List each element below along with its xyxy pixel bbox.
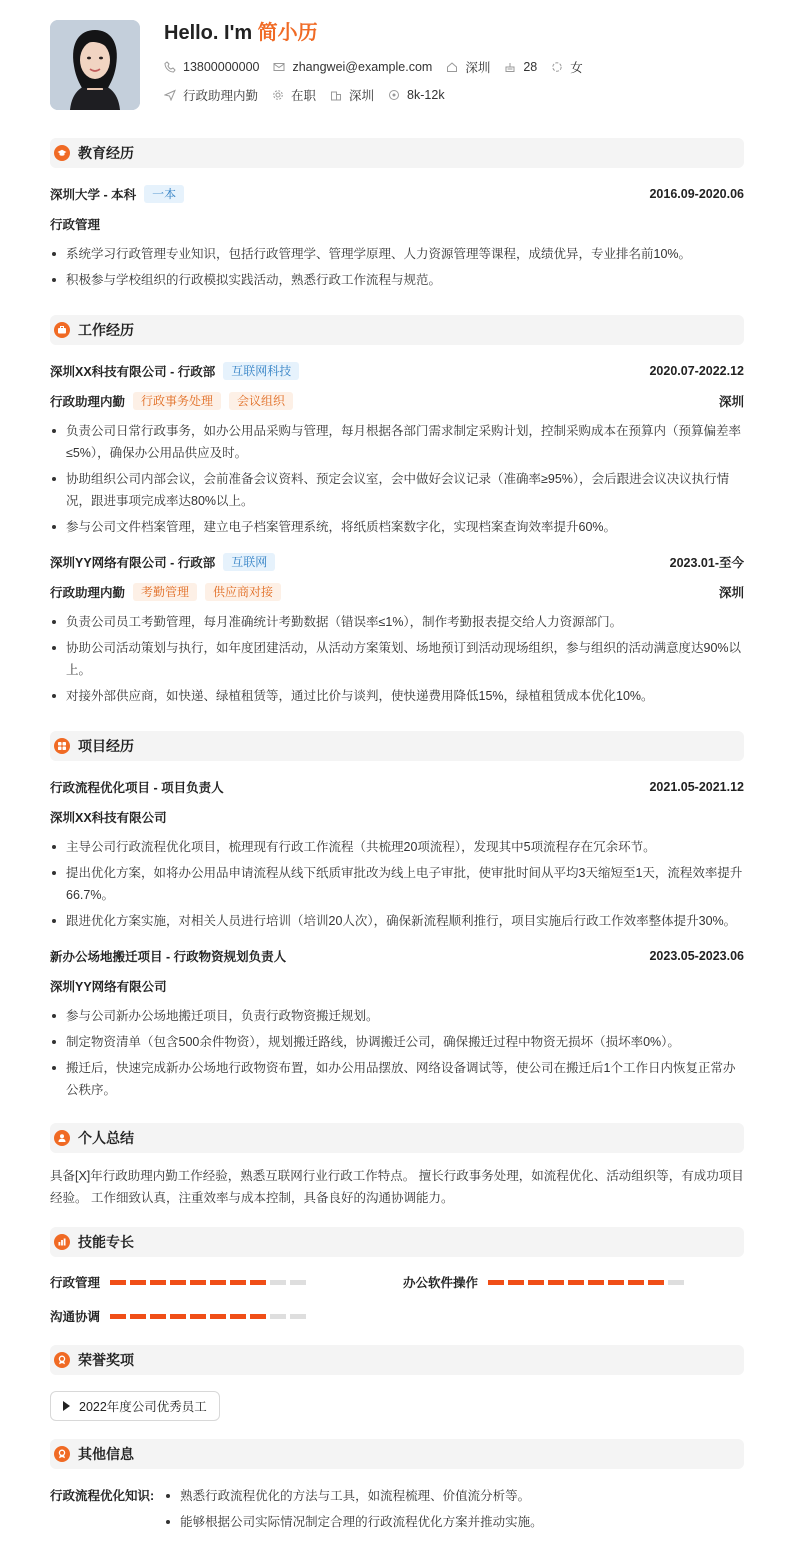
skill-segment-empty [270,1280,286,1285]
work-section-header [50,315,744,345]
projects-section-header [50,731,744,761]
job-1-location: 深圳 [718,395,744,409]
job-1-date: 2020.07-2022.12 [649,364,744,378]
award-icon [54,1446,70,1462]
resume-header [50,20,744,110]
list-item: 主导公司行政流程优化项目，梳理现有行政工作流程（共梳理20项流程），发现其中5项流程存在冗余环节。 [50,836,744,858]
skill-segment-filled [230,1314,246,1319]
age-item [504,60,537,74]
work-title: 工作经历 [78,322,134,338]
skill-segment-filled [110,1280,126,1285]
gender-text: 女 [570,61,583,75]
list-item: 搬迁后，快速完成新办公场地行政物资布置，如办公用品摆放、网络设备调试等，使公司在搬迁后1个工作日内恢复正常办公秩序。 [50,1057,744,1101]
major: 行政管理 [50,218,101,232]
award-item [50,1391,220,1421]
target-city-text: 深圳 [349,89,375,103]
list-item: 负责公司日常行政事务，如办公用品采购与管理，每月根据各部门需求制定采购计划，控制采购成本在预算内（预算偏差率≤5%），确保办公用品供应及时。 [50,420,744,464]
project-2-company-row [50,976,744,996]
job-2-tag-1: 考勤管理 [133,583,197,601]
target-city-item [330,86,374,104]
skill-segment-filled [568,1280,584,1285]
job-1-role-row [50,391,744,411]
graduation-cap-icon [54,145,70,161]
skill-segment-filled [488,1280,504,1285]
play-icon [63,1401,70,1411]
skill-segment-filled [190,1314,206,1319]
skill-segment-filled [528,1280,544,1285]
skill-segment-filled [170,1314,186,1319]
skill-segment-filled [170,1280,186,1285]
education-date: 2016.09-2020.06 [649,187,744,201]
skill-bar [488,1280,688,1285]
job-2-row [50,552,744,572]
status-item [272,86,316,104]
job-1-role: 行政助理内勤 [50,395,126,409]
skill-item [50,1307,310,1325]
list-item: 参与公司文件档案管理，建立电子档案管理系统，将纸质档案数字化，实现档案查询效率提升60%。 [50,516,744,538]
project-1-name: 行政流程优化项目 - 项目负责人 [50,781,224,795]
list-item: 系统学习行政管理专业知识，包括行政管理学、管理学原理、人力资源管理等课程，成绩优异，专业排名前10%。 [50,243,744,265]
status-text: 在职 [291,89,317,103]
other-bullets [164,1483,543,1535]
briefcase-icon [54,322,70,338]
summary-text: 具备[X]年行政助理内勤工作经验，熟悉互联网行业行政工作特点。 擅长行政事务处理，如流程优化、活动组织等，有成功项目经验。 工作细致认真，注重效率与成本控制，具备良好的沟通协调能力。 [50,1169,744,1205]
age-text: 28 [523,60,538,74]
list-item: 跟进优化方案实施，对相关人员进行培训（培训20人次），确保新流程顺利推行，项目实施后行政工作效率整体提升30%。 [50,910,744,932]
skill-segment-filled [130,1280,146,1285]
user-icon [54,1130,70,1146]
project-2-row [50,946,744,966]
contact-row [164,58,597,76]
skill-name: 办公软件操作 [403,1276,479,1290]
other-label: 行政流程优化知识: [50,1489,155,1503]
skill-segment-empty [290,1314,306,1319]
cake-icon [504,61,516,73]
salary-item [388,88,445,102]
skill-segment-empty [270,1314,286,1319]
coin-icon [388,89,400,101]
job-1-bullets [50,420,744,538]
skill-segment-filled [250,1280,266,1285]
skill-segment-filled [508,1280,524,1285]
list-item: 熟悉行政流程优化的方法与工具，如流程梳理、价值流分析等。 [164,1483,543,1509]
list-item: 提出优化方案，如将办公用品申请流程从线下纸质审批改为线上电子审批，使审批时间从平均3天缩短至1天，流程效率提升66.7%。 [50,862,744,906]
skill-segment-filled [230,1280,246,1285]
other-title: 其他信息 [78,1446,134,1462]
salary-text: 8k-12k [407,88,445,102]
school-tag: 一本 [144,185,184,203]
skill-item [50,1273,310,1291]
honors-title: 荣誉奖项 [78,1352,134,1368]
list-item: 能够根据公司实际情况制定合理的行政流程优化方案并推动实施。 [164,1509,543,1535]
job-title-item [164,86,258,104]
greeting-heading: Hello. I'm 简小历 [164,22,318,44]
honors-list [50,1391,744,1421]
job-1-row [50,361,744,381]
skills-title: 技能专长 [78,1234,134,1250]
skill-segment-filled [250,1314,266,1319]
chart-icon [54,1234,70,1250]
skill-segment-filled [110,1314,126,1319]
mail-icon [273,61,285,73]
skill-segment-filled [548,1280,564,1285]
job-2-date: 2023.01-至今 [669,556,744,570]
phone-item [164,60,259,74]
resume-name: 简小历 [257,22,318,44]
phone-icon [164,61,176,73]
job-2-location: 深圳 [718,586,744,600]
skill-segment-filled [648,1280,664,1285]
education-title: 教育经历 [78,145,134,161]
skill-segment-filled [150,1314,166,1319]
education-row [50,184,744,204]
list-item: 协助组织公司内部会议，会前准备会议资料、预定会议室，会中做好会议记录（准确率≥95%），会后跟进会议决议执行情况，跟进事项完成率达80%以上。 [50,468,744,512]
list-item: 对接外部供应商，如快递、绿植租赁等，通过比价与谈判，使快递费用降低15%，绿植租赁成本优化10%。 [50,685,744,707]
project-1-row [50,777,744,797]
city-item [446,58,490,76]
award-text: 2022年度公司优秀员工 [79,1400,207,1414]
school-name: 深圳大学 - 本科 [50,188,137,202]
skill-segment-filled [608,1280,624,1285]
avatar [50,20,140,110]
email-text: zhangwei@example.com [292,60,433,74]
project-2-company: 深圳YY网络有限公司 [50,980,167,994]
skills-section-header [50,1227,744,1257]
list-item: 积极参与学校组织的行政模拟实践活动，熟悉行政工作流程与规范。 [50,269,744,291]
job-1-tag-2: 会议组织 [229,392,293,410]
education-bullets [50,243,744,291]
send-icon [164,89,176,101]
skill-segment-filled [210,1314,226,1319]
list-item: 制定物资清单（包含500余件物资），规划搬迁路线，协调搬迁公司，确保搬迁过程中物资无损坏（损坏率0%）。 [50,1031,744,1053]
honors-section-header [50,1345,744,1375]
job-row [164,86,597,104]
gender-icon [551,61,563,73]
skill-segment-filled [190,1280,206,1285]
home-icon [446,61,458,73]
skill-item [403,1273,688,1291]
job-1-tag-1: 行政事务处理 [133,392,221,410]
skills-list [50,1267,744,1327]
skill-segment-empty [668,1280,684,1285]
job-2-industry-tag: 互联网 [223,553,275,571]
city-text: 深圳 [465,61,491,75]
project-1-company: 深圳XX科技有限公司 [50,811,167,825]
email-item [273,60,432,74]
projects-title: 项目经历 [78,738,134,754]
project-1-date: 2021.05-2021.12 [649,780,744,794]
other-section-header [50,1439,744,1469]
job-1-company: 深圳XX科技有限公司 - 行政部 [50,365,216,379]
building-icon [330,89,342,101]
header-info [164,20,597,110]
skill-name: 沟通协调 [50,1310,101,1324]
list-item: 协助公司活动策划与执行，如年度团建活动，从活动方案策划、场地预订到活动现场组织，参与组织的活动满意度达90%以上。 [50,637,744,681]
project-1-bullets [50,836,744,932]
gear-icon [272,89,284,101]
job-title-text: 行政助理内勤 [183,89,259,103]
skill-bar [110,1314,310,1319]
gender-item [551,58,583,76]
major-row [50,214,744,234]
job-2-role: 行政助理内勤 [50,586,126,600]
skill-segment-filled [628,1280,644,1285]
list-item: 负责公司员工考勤管理，每月准确统计考勤数据（错误率≤1%），制作考勤报表提交给人力资源部门。 [50,611,744,633]
phone-text: 13800000000 [183,60,260,74]
project-1-company-row [50,807,744,827]
job-2-tag-2: 供应商对接 [205,583,281,601]
job-2-company: 深圳YY网络有限公司 - 行政部 [50,556,216,570]
skill-segment-filled [210,1280,226,1285]
skill-name: 行政管理 [50,1276,101,1290]
skill-bar [110,1280,310,1285]
skill-segment-filled [588,1280,604,1285]
skill-segment-filled [130,1314,146,1319]
job-2-role-row [50,582,744,602]
job-1-industry-tag: 互联网科技 [223,362,299,380]
skill-segment-filled [150,1280,166,1285]
summary-section-header [50,1123,744,1153]
skill-segment-empty [290,1280,306,1285]
award-icon [54,1352,70,1368]
education-section-header [50,138,744,168]
summary-title: 个人总结 [78,1130,134,1146]
project-2-bullets [50,1005,744,1101]
job-2-bullets [50,611,744,707]
list-item: 参与公司新办公场地搬迁项目，负责行政物资搬迁规划。 [50,1005,744,1027]
project-2-name: 新办公场地搬迁项目 - 行政物资规划负责人 [50,950,287,964]
other-info [50,1483,744,1535]
project-2-date: 2023.05-2023.06 [649,949,744,963]
grid-icon [54,738,70,754]
